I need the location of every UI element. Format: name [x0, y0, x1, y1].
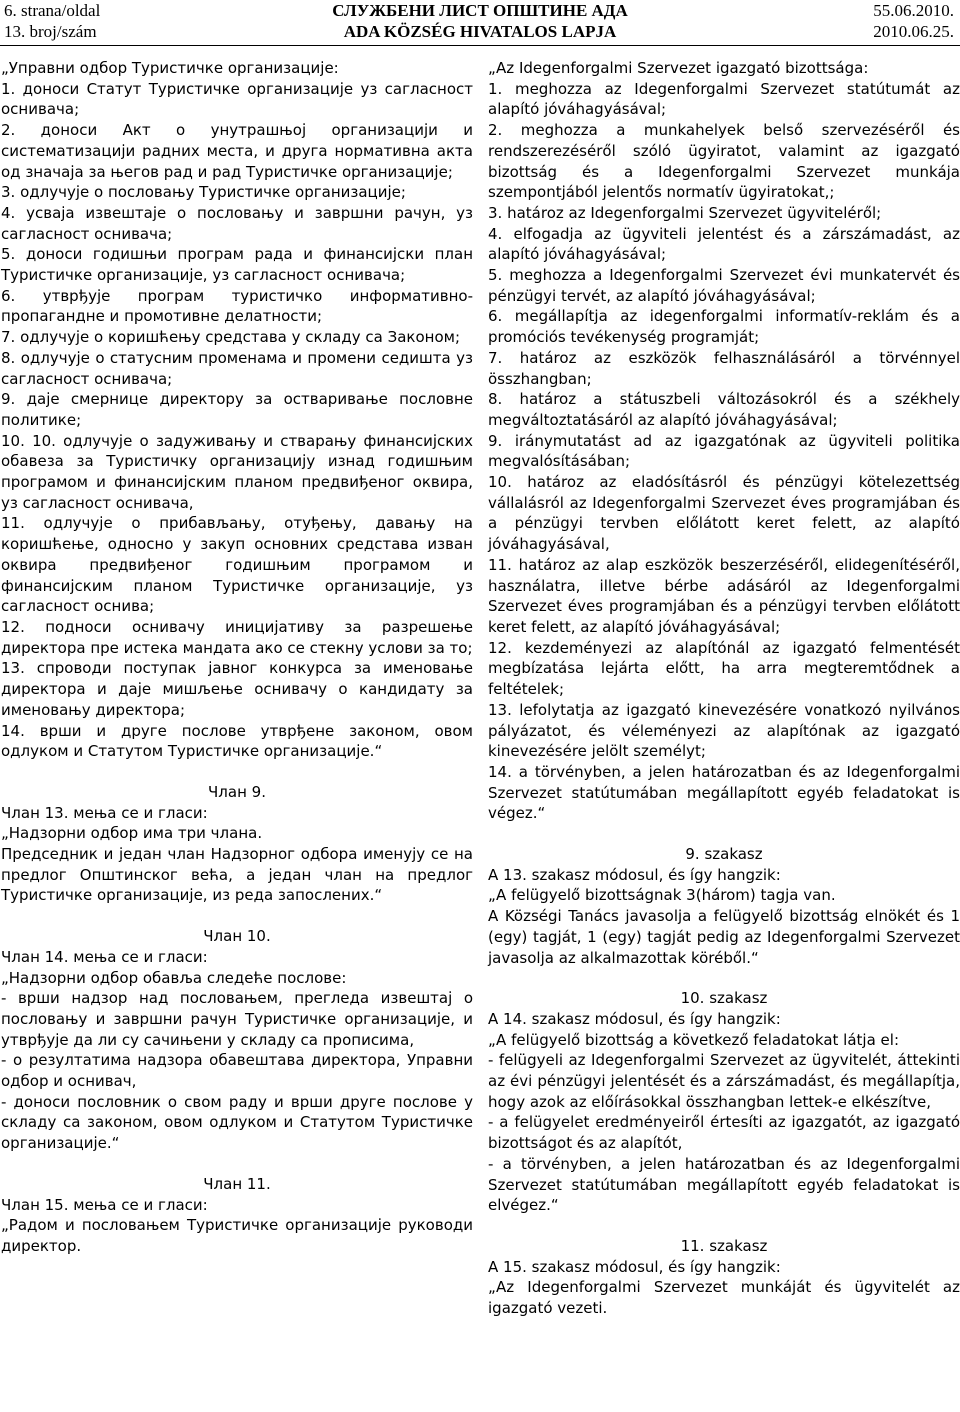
list-item: 1. meghozza az Idegenforgalmi Szervezet statútumát az alapító jóváhagyásával;	[488, 79, 960, 119]
header-divider	[0, 45, 960, 46]
list-item: 2. meghozza a munkahelyek belső szervezéséről és rendszerezéséről szóló ügyiratot, valamint az igazgató bizottság és a Idegenforgalmi Szervezet munkája szempontjából jelentős normatív ügyiratokat,;	[488, 121, 960, 202]
article-heading: 10. szakasz	[680, 989, 768, 1008]
article-heading: Члан 11.	[203, 1174, 271, 1193]
list-item: 13. lefolytatja az igazgató kinevezésére vonatkozó nyilvános pályázatot, és véleményezi az alapítónak az igazgató kinevezésére jelölt személyt;	[488, 700, 960, 761]
list-item: 6. утврђује програм туристичко информативно-пропагандне и промотивне делатности;	[1, 286, 473, 326]
list-item: - a törvényben, a jelen határozatban és az Idegenforgalmi Szervezet statútumában megállapított egyéb feladatokat is elvégez.“	[488, 1154, 960, 1215]
list-item: 1. доноси Статут Туристичке организације уз сагласност оснивача;	[1, 79, 473, 119]
issue-date	[873, 0, 954, 42]
article-heading: Члан 9.	[208, 782, 266, 801]
list-item: 8. одлучује о статусним променама и промени седишта уз сагласност оснивача;	[1, 348, 473, 388]
list-item: 7. одлучује о коришћењу средстава у складу са Законом;	[1, 328, 461, 347]
list-item: 14. a törvényben, a jelen határozatban és az Idegenforgalmi Szervezet statútumában megállapított egyéb feladatokat is végez.“	[488, 762, 960, 823]
list-item: 6. megállapítja az idegenforgalmi informatív-reklám és a promóciós tevékenység programját;	[488, 307, 960, 347]
title-serbian: СЛУЖБЕНИ ЛИСТ ОПШТИНЕ АДА	[332, 1, 628, 20]
list-item: 12. kezdeményezi az alapítónál az igazgató felmentését megbízatása lejárta előtt, ha arra megteremtődnek a feltételek;	[488, 638, 960, 699]
list-item: 8. határoz a státuszbeli változásokról és a székhely megváltoztatásáról az alapító jóváhagyásával;	[488, 390, 960, 429]
paragraph: „Надзорни одбор има три члана.	[1, 824, 263, 843]
paragraph: Председник и један члан Надзорног одбора именују се на предлог Општинског већа, а један члан на предлог Туристичке организације, из реда запослених.“	[1, 845, 473, 905]
list-item: 10. 10. одлучује о задуживању и стварању финансијских обавеза за Туристичку организацију изнад годишњим програмом и финансијским планом предвиђеног оквира, уз сагласност оснивача,	[1, 431, 473, 512]
article-heading: 9. szakasz	[685, 845, 763, 864]
board-intro: „Управни одбор Туристичке организације:	[1, 59, 339, 77]
hungarian-column	[488, 58, 960, 1319]
article-amendment: Члан 13. мења се и гласи:	[1, 803, 208, 822]
publication-title	[0, 0, 960, 42]
paragraph: „A felügyelő bizottság a következő feladatokat látja el:	[488, 1030, 899, 1049]
list-item: - врши надзор над пословањем, прегледа извештај о пословању и завршни рачун Туристичке организације, и утврђује да ли су сачињени у складу са прописима,	[1, 989, 473, 1049]
article-amendment: A 15. szakasz módosul, és így hangzik:	[488, 1257, 781, 1276]
title-hungarian: ADA KÖZSÉG HIVATALOS LAPJA	[343, 22, 617, 41]
paragraph: „A felügyelő bizottságnak 3(három) tagja van.	[488, 886, 836, 905]
board-intro: „Az Idegenforgalmi Szervezet igazgató bizottsága:	[488, 59, 869, 77]
paragraph: „Az Idegenforgalmi Szervezet munkáját és ügyvitelét az igazgató vezeti.	[488, 1278, 960, 1318]
list-item: 13. спроводи поступак јавног конкурса за именовање директора и даје мишљење оснивачу о кандидату за именовању директора;	[1, 659, 473, 719]
issue-number: 13. broj/szám	[4, 22, 97, 41]
page-number-sr: 6. strana/oldal	[4, 1, 101, 20]
list-item: 7. határoz az eszközök felhasználásáról a törvénnyel összhangban;	[488, 348, 960, 388]
article-heading: Члан 10.	[203, 927, 271, 946]
article-amendment: Члан 14. мења се и гласи:	[1, 947, 208, 966]
list-item: 3. határoz az Idegenforgalmi Szervezet ügyviteléről;	[488, 203, 882, 222]
list-item: 10. határoz az eladósításról és pénzügyi kötelezettség vállalásról az Idegenforgalmi Szervezet éves programjában és a pénzügyi tervben előlátott keret felett, az alapító jóváhagyásával,	[488, 473, 960, 554]
date-hungarian: 2010.06.25.	[873, 22, 954, 41]
list-item: 9. даје смернице директору за остваривање пословне политике;	[1, 390, 473, 429]
list-item: 5. meghozza a Idegenforgalmi Szervezet évi munkatervét és pénzügyi tervét, az alapító jóváhagyásával;	[488, 266, 960, 305]
list-item: - доноси пословник о свом раду и врши друге послове у складу са законом, овом одлуком и Статутом Туристичке организације.“	[1, 1092, 473, 1153]
article-amendment: A 14. szakasz módosul, és így hangzik:	[488, 1009, 781, 1028]
date-serbian: 55.06.2010.	[873, 1, 954, 20]
paragraph: A Községi Tanács javasolja a felügyelő bizottság elnökét és 1 (egy) tagját, 1 (egy) tagját pedig az Idegenforgalmi Szervezet javasolja az alkalmazottak köréből.“	[488, 907, 960, 967]
list-item: 14. врши и друге послове утврђене законом, овом одлуком и Статутом Туристичке организације.“	[1, 721, 473, 761]
list-item: 11. határoz az alap eszközök beszerzéséről, elidegenítéséről, használatra, illetve bérbe adásáról az Idegenforgalmi Szervezet éves programjában és a pénzügyi tervben előlátott keret felett, az alapító jóváhagyásával;	[488, 555, 960, 636]
paragraph: „Радом и пословањем Туристичке организације руководи директор.	[1, 1216, 473, 1255]
list-item: 11. одлучује о прибављању, отуђењу, давању на коришћење, односно у закуп основних средстава изван оквира предвиђеног годишњим програмом и финансијским планом Туристичке организације, уз сагласност оснива;	[1, 514, 473, 616]
list-item: - felügyeli az Idegenforgalmi Szervezet az ügyvitelét, áttekinti az évi pénzügyi jelentését és a zárszámadást, és megállapítja, hogy azok az előírásokkal összhangban lettek-e elkészítve,	[488, 1051, 960, 1111]
list-item: 12. подноси оснивачу иницијативу за разрешење директора пре истека мандата ако се стекну услови за то;	[1, 617, 473, 657]
list-item: 4. elfogadja az ügyviteli jelentést és a zárszámadást, az alapító jóváhagyásával;	[488, 224, 960, 264]
list-item: 9. iránymutatást ad az igazgatónak az ügyviteli politika megvalósításában;	[488, 431, 960, 471]
paragraph: „Надзорни одбор обавља следеће послове:	[1, 968, 347, 987]
list-item: - о резултатима надзора обавештава директора, Управни одбор и оснивач,	[1, 1051, 473, 1091]
list-item: - a felügyelet eredményeiről értesíti az igazgatót, az igazgató bizottságot és az alapítót,	[488, 1113, 960, 1153]
list-item: 4. усваја извештаје о пословању и завршни рачун, уз сагласност оснивача;	[1, 203, 473, 243]
page-header	[0, 0, 960, 46]
list-item: 2. доноси Акт о унутрашњој организацији и систематизацији радних места, и друга нормативна акта од значаја за његов рад и рад Туристичке организације;	[1, 121, 473, 181]
article-amendment: Члан 15. мења се и гласи:	[1, 1195, 208, 1214]
list-item: 3. одлучује о пословању Туристичке организације;	[1, 183, 406, 202]
article-heading: 11. szakasz	[680, 1236, 768, 1255]
serbian-column	[1, 58, 473, 1257]
article-amendment: A 13. szakasz módosul, és így hangzik:	[488, 865, 781, 884]
list-item: 5. доноси годишњи програм рада и финансијски план Туристичке организације, уз сагласност оснивача;	[1, 245, 473, 285]
